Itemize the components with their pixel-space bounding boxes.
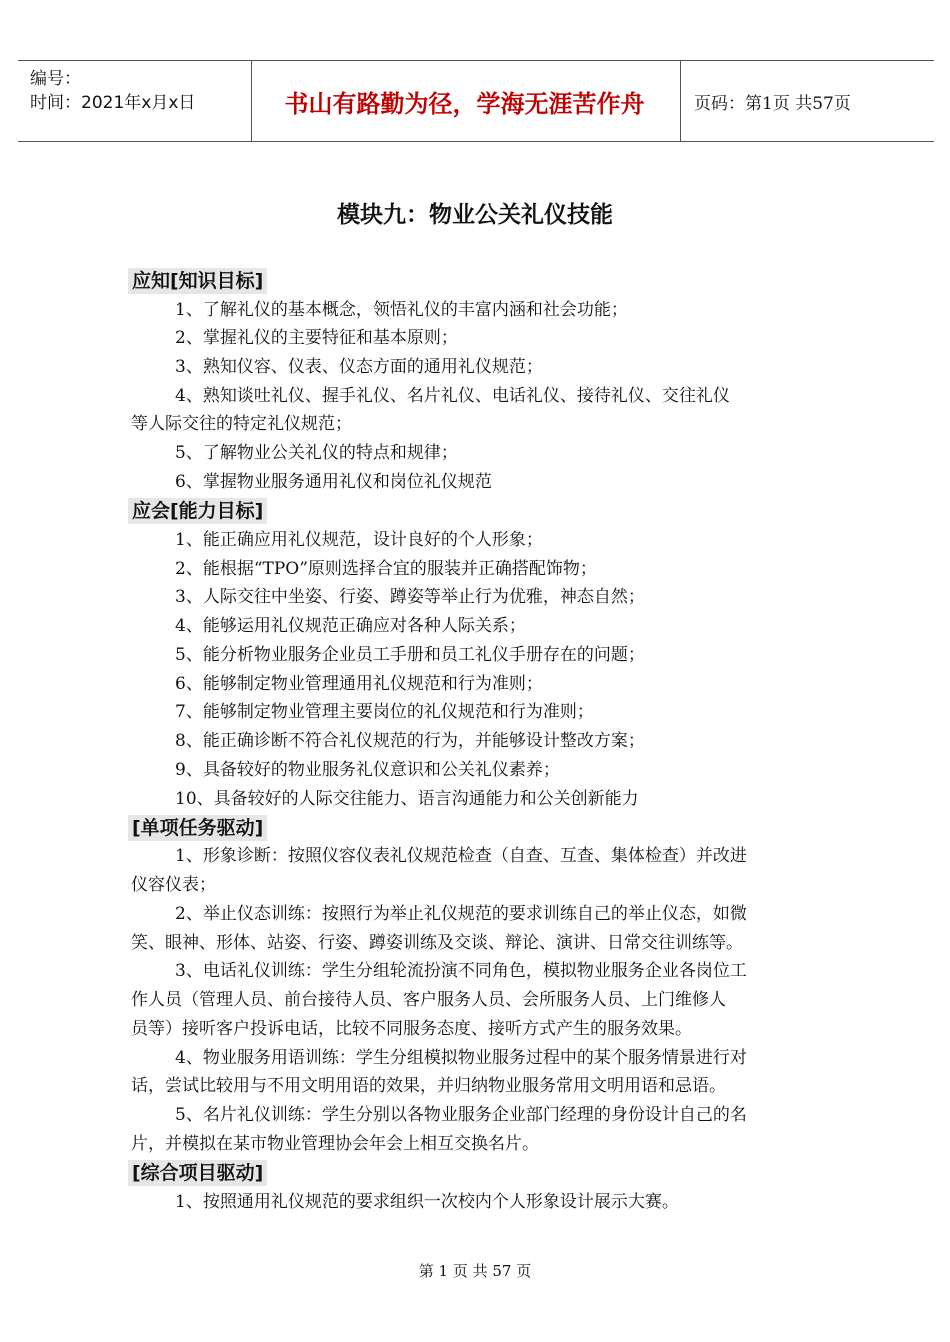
section-heading-integrated-project: [综合项目驱动] [128, 1160, 267, 1186]
list-item: 1、形象诊断：按照仪容仪表礼仪规范检查（自查、互查、集体检查）并改进 [175, 846, 747, 866]
list-item: 2、掌握礼仪的主要特征和基本原则； [175, 328, 458, 348]
list-item: 3、人际交往中坐姿、行姿、蹲姿等举止行为优雅，神态自然； [175, 587, 645, 607]
header-motto: 书山有路勤为径，学海无涯苦作舟 [284, 89, 645, 118]
list-item: 6、能够制定物业管理通用礼仪规范和行为准则； [175, 674, 543, 694]
section-heading-ability: 应会[能力目标] [128, 498, 267, 524]
list-item: 2、举止仪态训练：按照行为举止礼仪规范的要求训练自己的举止仪态，如微 [175, 904, 747, 924]
header-table [18, 60, 934, 142]
list-item: 7、能够制定物业管理主要岗位的礼仪规范和行为准则； [175, 702, 594, 722]
list-item: 5、名片礼仪训练：学生分别以各物业服务企业部门经理的身份设计自己的名 [175, 1105, 747, 1125]
page-indicator: 页码：第1页 共57页 [694, 94, 851, 114]
list-item: 4、能够运用礼仪规范正确应对各种人际关系； [175, 616, 526, 636]
time-label: 时间：2021年x月x日 [30, 93, 196, 113]
list-item: 4、物业服务用语训练：学生分组模拟物业服务过程中的某个服务情景进行对 [175, 1048, 747, 1068]
list-item: 1、按照通用礼仪规范的要求组织一次校内个人形象设计展示大赛。 [175, 1192, 679, 1212]
list-item: 2、能根据“TPO”原则选择合宜的服装并正确搭配饰物； [175, 559, 597, 579]
list-item: 10、具备较好的人际交往能力、语言沟通能力和公关创新能力 [175, 789, 639, 809]
serial-label: 编号： [30, 69, 81, 89]
list-item: 3、熟知仪容、仪表、仪态方面的通用礼仪规范； [175, 357, 543, 377]
section-heading-knowledge: 应知[知识目标] [128, 268, 267, 294]
list-item: 片，并模拟在某市物业管理协会年会上相互交换名片。 [131, 1134, 539, 1154]
list-item: 笑、眼神、形体、站姿、行姿、蹲姿训练及交谈、辩论、演讲、日常交往训练等。 [131, 933, 743, 953]
list-item: 5、了解物业公关礼仪的特点和规律； [175, 443, 458, 463]
list-item: 1、了解礼仪的基本概念，领悟礼仪的丰富内涵和社会功能； [175, 300, 628, 320]
list-item: 3、电话礼仪训练：学生分组轮流扮演不同角色，模拟物业服务企业各岗位工 [175, 961, 747, 981]
list-item: 5、能分析物业服务企业员工手册和员工礼仪手册存在的问题； [175, 645, 645, 665]
list-item: 话，尝试比较用与不用文明用语的效果，并归纳物业服务常用文明用语和忌语。 [131, 1076, 726, 1096]
list-item: 1、能正确应用礼仪规范，设计良好的个人形象； [175, 530, 543, 550]
list-item: 9、具备较好的物业服务礼仪意识和公关礼仪素养； [175, 760, 560, 780]
list-item: 6、掌握物业服务通用礼仪和岗位礼仪规范 [175, 472, 492, 492]
list-item: 作人员（管理人员、前台接待人员、客户服务人员、会所服务人员、上门维修人 [131, 990, 726, 1010]
header-left [30, 67, 195, 115]
page-title: 模块九：物业公关礼仪技能 [337, 202, 613, 228]
list-item: 4、熟知谈吐礼仪、握手礼仪、名片礼仪、电话礼仪、接待礼仪、交往礼仪 [175, 386, 730, 406]
list-item: 等人际交往的特定礼仪规范； [131, 414, 352, 434]
header-divider [680, 61, 681, 141]
section-heading-single-task: [单项任务驱动] [128, 815, 267, 841]
page-footer: 第 1 页 共 57 页 [418, 1262, 532, 1280]
list-item: 8、能正确诊断不符合礼仪规范的行为，并能够设计整改方案； [175, 731, 645, 751]
list-item: 员等）接听客户投诉电话，比较不同服务态度、接听方式产生的服务效果。 [131, 1019, 692, 1039]
list-item: 仪容仪表； [131, 875, 216, 895]
